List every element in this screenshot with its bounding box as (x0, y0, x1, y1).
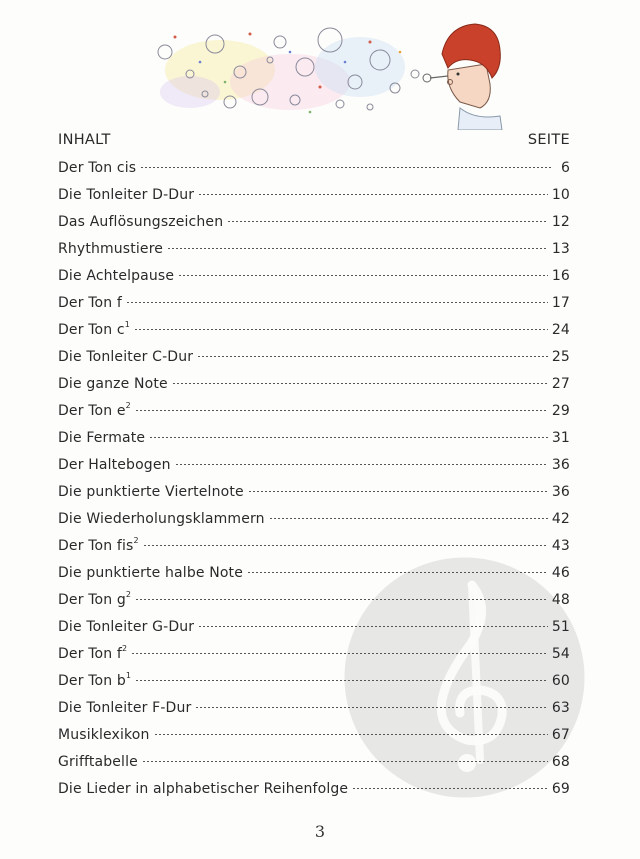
toc-entry-page: 63 (551, 700, 570, 716)
toc-entry-title: Der Ton cis (58, 160, 137, 176)
toc-entry-title: Das Auflösungszeichen (58, 214, 224, 230)
toc-entry-title: Musiklexikon (58, 727, 150, 743)
toc-entry[interactable] (58, 182, 570, 209)
toc-entry-page: 17 (551, 295, 570, 311)
toc-entry-page: 69 (551, 781, 570, 797)
toc-entry[interactable] (58, 695, 570, 722)
dot-leader (178, 275, 548, 276)
dot-leader (131, 653, 548, 654)
toc-entry[interactable] (58, 344, 570, 371)
toc-entry[interactable] (58, 398, 570, 425)
dot-leader (143, 545, 548, 546)
dot-leader (134, 329, 548, 330)
toc-entry-page: 12 (551, 214, 570, 230)
page-number: 3 (314, 822, 326, 841)
toc-entry[interactable] (58, 614, 570, 641)
toc-entry-title: Die Tonleiter G-Dur (58, 619, 195, 635)
toc-entry-page: 60 (551, 673, 570, 689)
toc-entry-page: 16 (551, 268, 570, 284)
dot-leader (135, 599, 548, 600)
dot-leader (135, 680, 548, 681)
toc-entry-title: Die Wiederholungsklammern (58, 511, 265, 527)
dot-leader (154, 734, 548, 735)
toc-entry-page: 25 (551, 349, 570, 365)
toc-entry[interactable] (58, 263, 570, 290)
toc-entry[interactable] (58, 587, 570, 614)
dot-leader (167, 248, 548, 249)
toc-entry-title: Der Ton f (58, 295, 122, 311)
toc-entry-title: Die punktierte halbe Note (58, 565, 243, 581)
toc-entry[interactable] (58, 776, 570, 803)
toc-list (58, 155, 570, 803)
toc-entry-page: 36 (551, 457, 570, 473)
toc-entry-page: 46 (551, 565, 570, 581)
dot-leader (248, 491, 548, 492)
toc-entry-page: 29 (551, 403, 570, 419)
toc-entry-page: 42 (551, 511, 570, 527)
dot-leader (142, 761, 548, 762)
toc-entry-title: Der Ton $g^2$ (58, 590, 132, 608)
toc-entry-page: 31 (551, 430, 570, 446)
toc-entry[interactable] (58, 452, 570, 479)
toc-entry[interactable] (58, 479, 570, 506)
dot-leader (197, 356, 548, 357)
dot-leader (135, 410, 548, 411)
toc-entry-page: 24 (551, 322, 570, 338)
dot-leader (227, 221, 548, 222)
toc-entry[interactable] (58, 668, 570, 695)
toc-entry[interactable] (58, 533, 570, 560)
toc-entry-page: 6 (560, 160, 570, 176)
toc-entry-title: Der Ton fis$^2$ (58, 536, 139, 554)
toc-entry[interactable] (58, 155, 570, 182)
toc-entry-page: 43 (551, 538, 570, 554)
toc-entry-title: Die Tonleiter D-Dur (58, 187, 195, 203)
dot-leader (269, 518, 548, 519)
toc-entry-title: Grifftabelle (58, 754, 138, 770)
toc-entry[interactable] (58, 506, 570, 533)
dot-leader (352, 788, 548, 789)
toc-entry-title: Der Ton $c^1$ (58, 320, 130, 338)
toc-entry-title: Die Tonleiter F-Dur (58, 700, 192, 716)
toc-entry-title: Der Ton $e^2$ (58, 401, 131, 419)
toc-entry-title: Der Ton $f^2$ (58, 644, 128, 662)
toc-entry-page: 68 (551, 754, 570, 770)
toc-entry[interactable] (58, 425, 570, 452)
toc-entry-title: Rhythmustiere (58, 241, 164, 257)
bubble-wand (423, 74, 448, 82)
dot-leader (195, 707, 547, 708)
dot-leader (175, 464, 548, 465)
toc-entry-title: Die ganze Note (58, 376, 168, 392)
dot-leader (140, 167, 552, 168)
toc-entry-title: Die Lieder in alphabetischer Reihenfolge (58, 781, 349, 797)
toc-entry[interactable] (58, 290, 570, 317)
toc-entry[interactable] (58, 209, 570, 236)
toc-entry[interactable] (58, 722, 570, 749)
bubbles-illustration (130, 12, 510, 130)
toc-header (58, 132, 570, 152)
dot-leader (198, 194, 548, 195)
dot-leader (126, 302, 548, 303)
toc-header-left: INHALT (58, 132, 111, 148)
toc-entry[interactable] (58, 641, 570, 668)
dot-leader (172, 383, 548, 384)
toc-entry[interactable] (58, 749, 570, 776)
toc-entry-title: Die Fermate (58, 430, 146, 446)
toc-entry[interactable] (58, 560, 570, 587)
toc-entry-page: 27 (551, 376, 570, 392)
dot-leader (247, 572, 548, 573)
toc-entry[interactable] (58, 371, 570, 398)
toc-entry-title: Der Haltebogen (58, 457, 171, 473)
toc-entry-page: 67 (551, 727, 570, 743)
toc-entry-page: 10 (551, 187, 570, 203)
toc-entry-page: 54 (551, 646, 570, 662)
dot-leader (198, 626, 548, 627)
toc-entry[interactable] (58, 317, 570, 344)
toc-entry-title: Die punktierte Viertelnote (58, 484, 244, 500)
toc-entry-title: Die Tonleiter C-Dur (58, 349, 194, 365)
child-figure (442, 24, 502, 130)
toc-entry-title: Der Ton $b^1$ (58, 671, 132, 689)
toc-entry-title: Die Achtelpause (58, 268, 175, 284)
toc-entry-page: 13 (551, 241, 570, 257)
toc-entry-page: 51 (551, 619, 570, 635)
dot-leader (149, 437, 548, 438)
toc-entry-page: 36 (551, 484, 570, 500)
toc-header-right: SEITE (527, 132, 570, 148)
toc-entry-page: 48 (551, 592, 570, 608)
toc-entry[interactable] (58, 236, 570, 263)
